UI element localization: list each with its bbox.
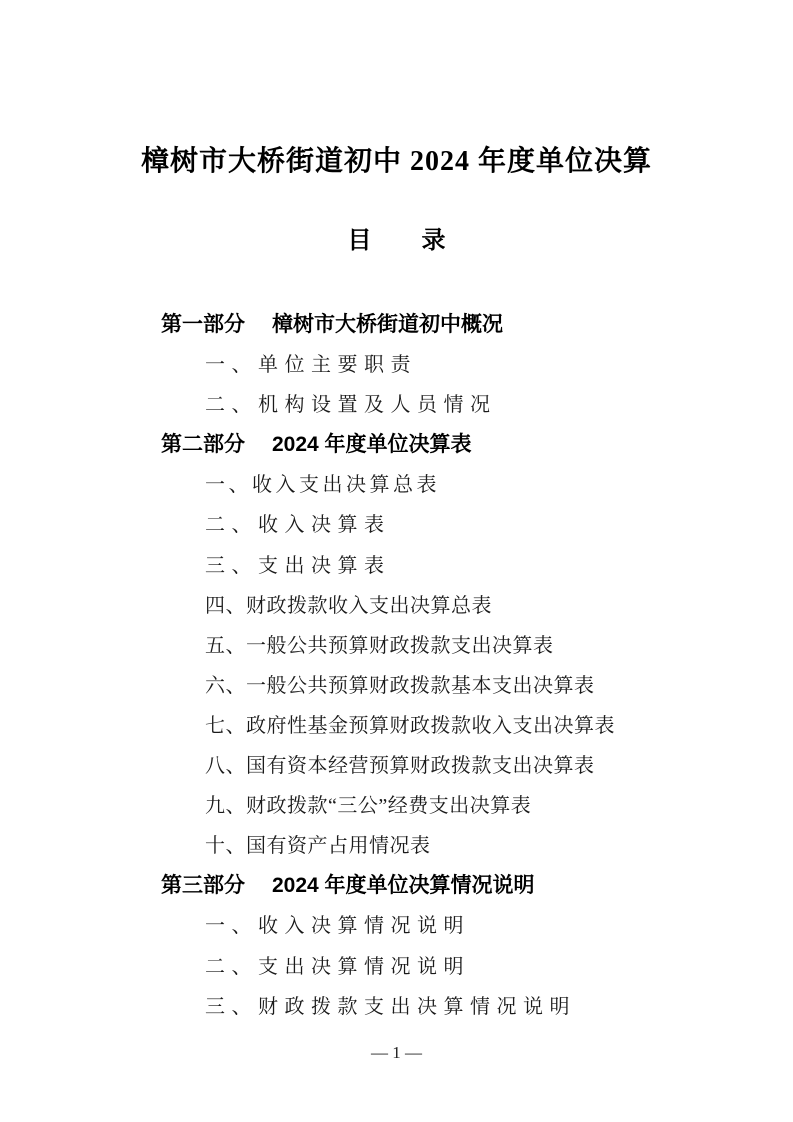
part-label: 第一部分 xyxy=(161,313,245,336)
part-label: 第三部分 xyxy=(161,874,245,898)
part-title: 2024 年度单位决算情况说明 xyxy=(272,874,535,898)
toc-item: 三、支出决算表 xyxy=(205,554,391,577)
toc-item: 八、国有资本经营预算财政拨款支出决算表 xyxy=(205,755,595,778)
toc-item: 十、国有资产占用情况表 xyxy=(205,835,431,858)
toc-item: 九、财政拨款“三公”经费支出决算表 xyxy=(205,795,532,818)
toc-item: 一、单位主要职责 xyxy=(205,354,417,377)
toc-heading xyxy=(0,228,793,254)
toc-item: 二、支出决算情况说明 xyxy=(205,955,470,978)
toc-item: 七、政府性基金预算财政拨款收入支出决算表 xyxy=(205,714,615,737)
toc-part-heading-1 xyxy=(0,305,793,345)
page-number: — 1 — xyxy=(371,1043,422,1062)
toc-item: 五、一般公共预算财政拨款支出决算表 xyxy=(205,634,554,657)
toc-item: 二、机构设置及人员情况 xyxy=(205,394,497,417)
toc-item: 四、财政拨款收入支出决算总表 xyxy=(205,594,492,617)
toc-heading-char-left: 目 xyxy=(347,228,372,254)
toc-item: 六、一般公共预算财政拨款基本支出决算表 xyxy=(205,674,595,697)
document-title: 樟树市大桥街道初中 2024 年度单位决算 xyxy=(140,146,652,177)
part-title: 2024 年度单位决算表 xyxy=(272,433,472,457)
toc-part-heading-2 xyxy=(0,425,793,465)
toc-item: 三、财政拨款支出决算情况说明 xyxy=(205,995,576,1018)
toc-item: 一、收入支出决算总表 xyxy=(205,474,440,497)
part-title: 樟树市大桥街道初中概况 xyxy=(272,313,503,336)
toc-item: 一、收入决算情况说明 xyxy=(205,915,470,938)
table-of-contents xyxy=(0,305,793,1027)
toc-item: 二、收入决算表 xyxy=(205,514,391,537)
toc-heading-char-right: 录 xyxy=(421,228,446,254)
toc-part-heading-3 xyxy=(0,866,793,906)
part-label: 第二部分 xyxy=(161,433,245,457)
